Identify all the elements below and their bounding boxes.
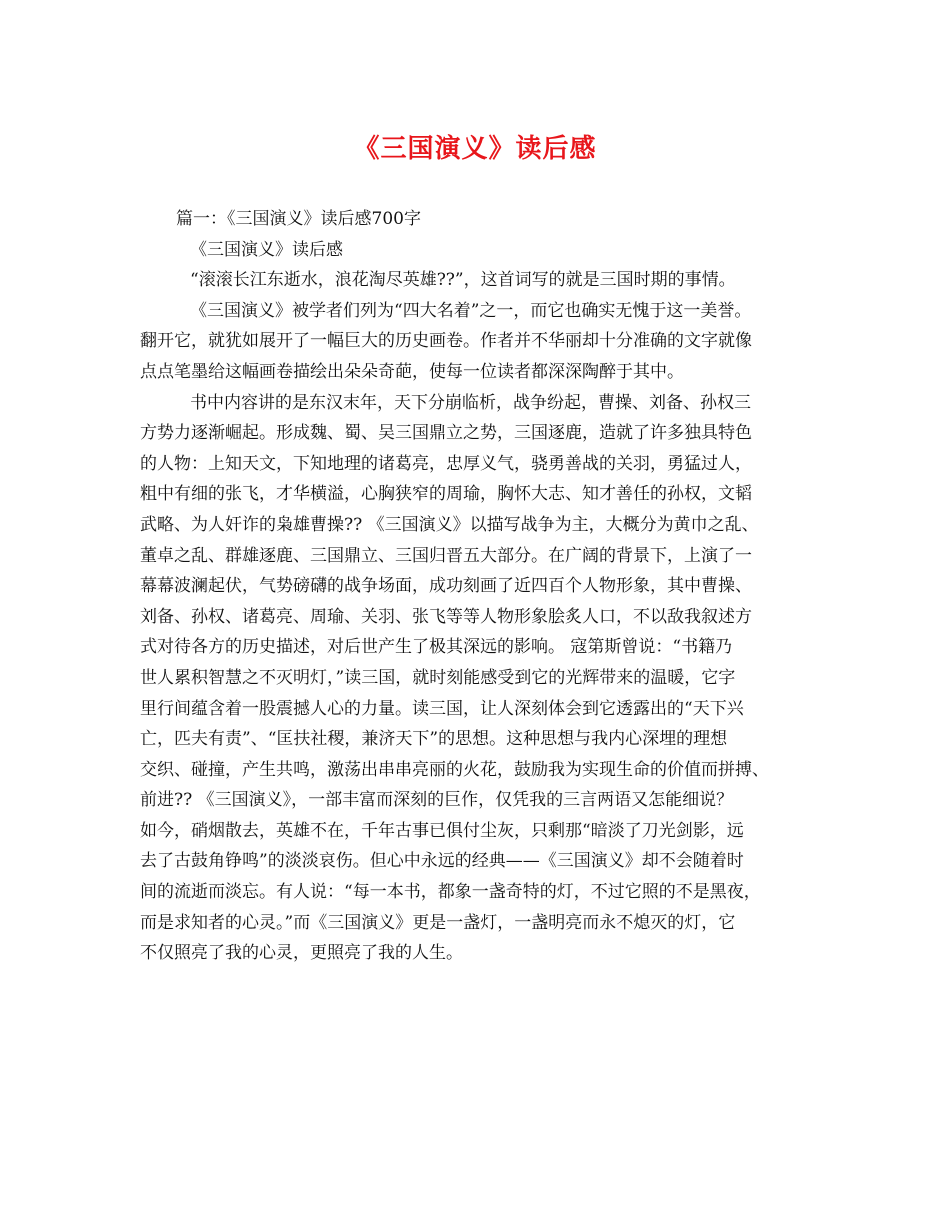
- text-line: 武略、为人奸诈的枭雄曹操?? 《三国演义》以描写战争为主，大概分为黄巾之乱、: [140, 514, 759, 535]
- text-line: 交织、碰撞，产生共鸣，激荡出串串亮丽的火花，鼓励我为实现生命的价值而拼搏、: [140, 759, 769, 780]
- text-line: 《三国演义》被学者们列为“四大名着”之一，而它也确实无愧于这一美誉。: [190, 300, 752, 321]
- text-line: 刘备、孙权、诸葛亮、周瑜、关羽、张飞等等人物形象脍炙人口，不以敌我叙述方: [140, 606, 752, 627]
- text-line: 董卓之乱、群雄逐鹿、三国鼎立、三国归晋五大部分。在广阔的背景下，上演了一: [140, 545, 752, 566]
- essay-heading: 《三国演义》读后感: [190, 239, 343, 260]
- text-line: 书中内容讲的是东汉末年，天下分崩临析，战争纷起，曹操、刘备、孙权三: [190, 392, 751, 413]
- text-line: 亡，匹夫有责”、“匡扶社稷，兼济天下”的思想。这种思想与我内心深埋的理想: [140, 729, 728, 750]
- text-line: 前进?? 《三国演义》，一部丰富而深刻的巨作，仅凭我的三言两语又怎能细说？: [140, 790, 734, 811]
- text-line: 粗中有细的张飞，才华横溢，心胸狭窄的周瑜，胸怀大志、知才善任的孙权，文韬: [140, 484, 752, 505]
- section-heading: 篇一：《三国演义》读后感700字: [176, 209, 421, 229]
- body-text: [140, 204, 825, 969]
- text-line: 不仅照亮了我的心灵，更照亮了我的人生。: [140, 943, 463, 964]
- text-line: 点点笔墨给这幅画卷描绘出朵朵奇葩，使每一位读者都深深陶醉于其中。: [140, 361, 684, 382]
- text-line: 而是求知者的心灵。”而《三国演义》更是一盏灯，一盏明亮而永不熄灭的灯，它: [140, 912, 736, 933]
- text-line: 去了古鼓角铮鸣”的淡淡哀伤。但心中永远的经典——《三国演义》却不会随着时: [140, 851, 744, 872]
- text-line: 方势力逐渐崛起。形成魏、蜀、吴三国鼎立之势，三国逐鹿，造就了许多独具特色: [140, 423, 752, 444]
- text-line: 的人物：上知天文，下知地理的诸葛亮，忠厚义气，骁勇善战的关羽，勇猛过人，: [140, 453, 752, 474]
- page-title: 《三国演义》读后感: [353, 134, 597, 164]
- text-line: “滚滚长江东逝水，浪花淘尽英雄??”，这首词写的就是三国时期的事情。: [190, 270, 736, 291]
- text-line: 翻开它，就犹如展开了一幅巨大的历史画卷。作者并不华丽却十分准确的文字就像: [140, 331, 752, 352]
- text-line: 里行间蕴含着一股震撼人心的力量。读三国，让人深刻体会到它透露出的“天下兴: [140, 698, 744, 719]
- text-line: 间的流逝而淡忘。有人说：“每一本书，都象一盏奇特的灯，不过它照的不是黑夜，: [140, 882, 761, 903]
- text-line: 如今，硝烟散去，英雄不在，千年古事已俱付尘灰，只剩那“暗淡了刀光剑影，远: [140, 820, 744, 841]
- text-line: 幕幕波澜起伏，气势磅礴的战争场面，成功刻画了近四百个人物形象，其中曹操、: [140, 576, 752, 597]
- text-line: 世人累积智慧之不灭明灯，”读三国，就时刻能感受到它的光辉带来的温暖，它字: [140, 667, 736, 688]
- text-line: 式对待各方的历史描述，对后世产生了极其深远的影响。 寇第斯曾说：“书籍乃: [140, 637, 733, 658]
